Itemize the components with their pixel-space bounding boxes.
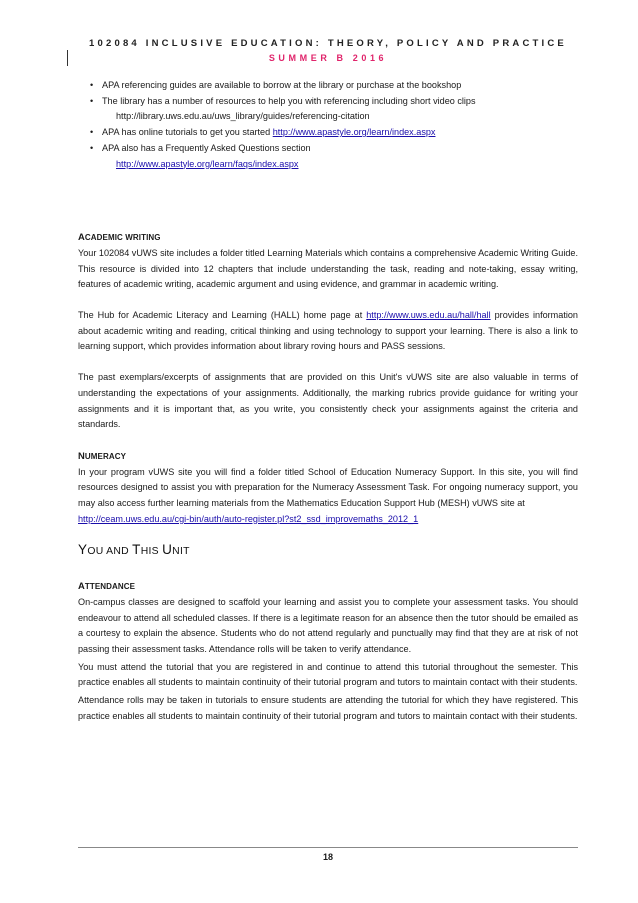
footer-divider: [78, 847, 578, 848]
attendance-paragraph-1: On-campus classes are designed to scaffold your learning and assist you to complete your assessment tasks. You should endeavour to attend all scheduled classes. If there is a legitimate reason for an absence then the tutor should be emailed as a courtesy to explain the absence. Students who do not attend regularly and punctually may find that they are at risk of not passing their assessment tasks. Attendance rolls will be taken to verify attendance.: [78, 596, 578, 654]
academic-writing-paragraph-2: The Hub for Academic Literacy and Learning (HALL) home page at http://www.uws.edu.au/hall/hall provides information about academic writing and reading, critical thinking and using technology to support your learning. There is also a link to learning support, which provides information about library roving hours and PASS sessions.: [78, 310, 578, 352]
list-item: [78, 94, 578, 125]
academic-writing-heading: ACADEMIC WRITING: [78, 231, 161, 243]
apa-faqs-link[interactable]: http://www.apastyle.org/learn/faqs/index.aspx: [116, 158, 299, 169]
session-header: SUMMER B 2016: [268, 53, 388, 63]
list-item: [78, 125, 578, 141]
apa-tutorials-link[interactable]: http://www.apastyle.org/learn/index.aspx: [272, 127, 436, 138]
attendance-paragraph-2: You must attend the tutorial that you are registered in and continue to attend this tutorial throughout the semester. This practice enables all students to maintain continuity of their tutorial program and tutors to maintain contact with their students.: [78, 661, 578, 688]
attendance-heading: ATTENDANCE: [78, 580, 136, 592]
academic-writing-paragraph-3: The past exemplars/excerpts of assignments that are provided on this Unit's vUWS site are also valuable in terms of understanding the expectations of your assignments. Additionally, the marking rubrics provide guidance for writing your assignments and it is important that, as you write, you consistently check your assignments against the criteria and standards.: [78, 372, 578, 430]
bullet-text: The library has a number of resources to help you with referencing including short video clips: [102, 95, 476, 106]
academic-writing-paragraph-1: Your 102084 vUWS site includes a folder titled Learning Materials which contains a comprehensive Academic Writing Guide. This resource is divided into 12 chapters that include understanding the task, reading and note-taking, essay writing, features of academic writing, academic argument and using evidence, and grammar in academic writing.: [78, 247, 578, 290]
you-and-this-unit-heading: YOU AND THIS UNIT: [78, 542, 190, 558]
bullet-text: APA referencing guides are available to borrow at the library or purchase at the bookshop: [102, 80, 462, 90]
numeracy-paragraph: In your program vUWS site you will find a folder titled School of Education Numeracy Support. In this site, you will find resources designed to assist you with preparation for the Numeracy Assessment Task. For ongoing numeracy support, you may also access further learning materials from the Mathematics Education Support Hub (MESH) vUWS site at: [78, 466, 578, 509]
list-item: [78, 78, 578, 94]
mesh-link[interactable]: http://ceam.uws.edu.au/cgi-bin/auth/auto-register.pl?st2_ssd_improvemaths_2012_1: [78, 513, 419, 524]
page-content: [78, 78, 578, 725]
hall-link[interactable]: http://www.uws.edu.au/hall/hall: [366, 310, 491, 321]
attendance-paragraph-3: Attendance rolls may be taken in tutorials to ensure students are attending the tutorial for which they have registered. This practice enables all students to maintain continuity of their tutorial program and tutors to maintain contact with their students.: [78, 695, 578, 721]
bullet-text: APA has online tutorials to get you started: [102, 127, 273, 138]
library-referencing-url: http://library.uws.edu.au/uws_library/guides/referencing-citation: [116, 111, 370, 122]
course-title-header: 102084 INCLUSIVE EDUCATION: THEORY, POLICY AND PRACTICE: [89, 38, 567, 49]
text-cursor: [67, 50, 68, 66]
list-item: [78, 141, 578, 172]
page-number: 18: [322, 852, 333, 862]
numeracy-heading: NUMERACY: [78, 449, 127, 461]
bullet-text: APA also has a Frequently Asked Questions section: [102, 142, 311, 153]
referencing-bullet-list: [78, 78, 578, 172]
